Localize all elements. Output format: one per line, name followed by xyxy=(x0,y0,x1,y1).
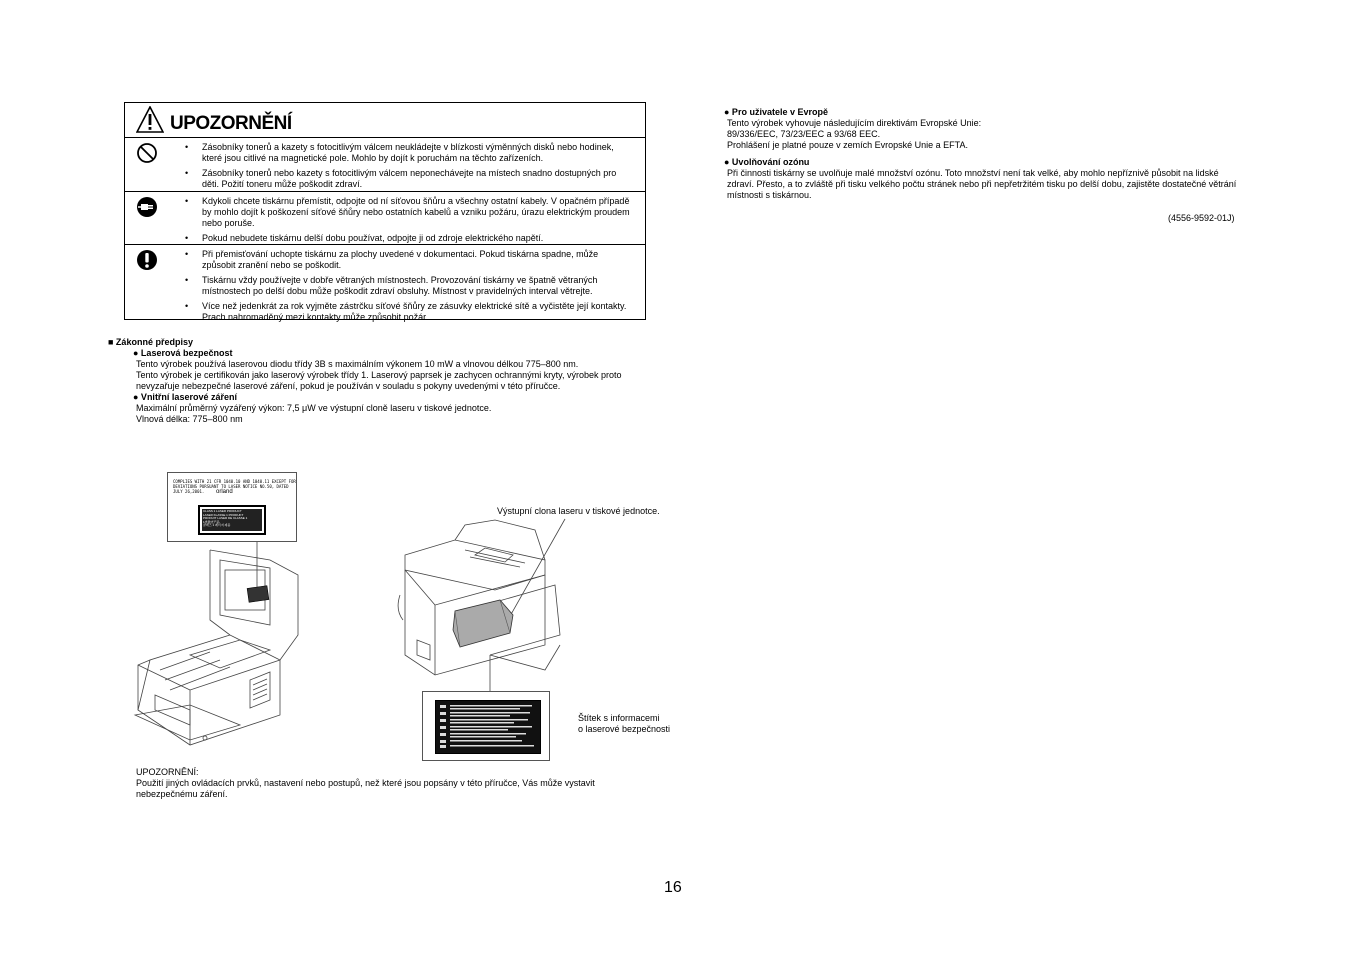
list-item: • Pokud nebudete tiskárnu delší dobu používat, odpojte ji od zdroje elektrického napětí. xyxy=(185,233,632,244)
list-item: • Při přemisťování uchopte tiskárnu za plochy uvedené v dokumentaci. Pokud tiskárna spadne, může způsobit zranění nebo se poškodit. xyxy=(185,249,632,271)
aperture-caption: Výstupní clona laseru v tiskové jednotce. xyxy=(497,506,660,516)
class-1-label: CLASS 1 LASER PRODUCT LASER KLASSE 1 PRODUKT PRODUIT LASER DE CLASSE 1 1类激光产品 클래스 1 레이저 제품 xyxy=(198,505,266,535)
unplug-icon xyxy=(136,196,158,218)
warning-text: Použití jiných ovládacích prvků, nastavení nebo postupů, než které jsou popsány v této příručce, Vás může vystavit nebezpečnému záření. xyxy=(136,778,595,799)
ozone-heading: ● Uvolňování ozónu xyxy=(724,157,810,167)
list-item: • Tiskárnu vždy používejte v dobře větraných místnostech. Provozování tiskárny ve špatně větraných místnostech po delší dobu může poškodit zdraví obsluhy. Místnost v pravidelných interval větrejte. xyxy=(185,275,632,297)
safety-label-caption-2: o laserové bezpečnosti xyxy=(578,724,671,734)
safety-label-caption-1: Štítek s informacemi xyxy=(578,713,660,723)
laser-safety-label-callout xyxy=(422,691,550,761)
printer-open-illustration xyxy=(130,540,302,750)
europe-line-3: Prohlášení je platné pouze v zemích Evropské Unie a EFTA. xyxy=(727,140,968,150)
list-item: • Zásobníky tonerů a kazety s fotocitlivým válcem neukládejte v blízkosti výměnných disků nebo hodinek, které jsou citlivé na magnetické pole. Mohlo by dojít k poruchám na těchto zařízeních. xyxy=(185,142,632,164)
label-compliance-line-1: COMPLIES WITH 21 CFR 1040.10 AND 1040.11 EXCEPT FOR xyxy=(173,479,296,484)
caution-row-storage xyxy=(125,138,645,192)
legal-heading: ■ Zákonné předpisy xyxy=(108,337,193,347)
label-text-lines-icon xyxy=(436,701,540,753)
label-compliance-line-2: DEVIATIONS PURSUANT TO LASER NOTICE NO.50, DATED JULY 26,2001. xyxy=(173,484,289,494)
prohibition-icon xyxy=(136,142,158,164)
page-number: 16 xyxy=(664,879,682,896)
internal-laser-text-1: Maximální průměrný vyzářený výkon: 7,5 μW ve výstupní cloně laseru v tiskové jednotce. xyxy=(136,403,492,413)
caution-row-handling xyxy=(125,245,645,321)
europe-heading: ● Pro uživatele v Evropě xyxy=(724,107,828,117)
laser-label-callout xyxy=(167,472,297,542)
laser-safety-text-2: Tento výrobek je certifikován jako laserový výrobek třídy 1. Laserový paprsek je zachycen ochrannými kryty, výrobek proto nevyzařuje nebezpečné laserové záření, pokud je používán v souladu s pokyny uvedenými v této příručce. xyxy=(136,370,622,391)
internal-laser-heading: ● Vnitřní laserové záření xyxy=(133,392,237,402)
warning-title: UPOZORNĚNÍ: xyxy=(136,767,199,777)
caution-header xyxy=(125,103,645,138)
list-item: • Více než jedenkrát za rok vyjměte zástrčku síťové šňůry ze zásuvky elektrické sítě a vyčistěte její kontakty. Prach nahromaděný mezi kontakty může způsobit požár. xyxy=(185,301,632,323)
mfp-illustration xyxy=(395,515,570,695)
mandatory-exclamation-icon xyxy=(136,249,158,271)
europe-line-1: Tento výrobek vyhovuje následujícím direktivám Evropské Unie: xyxy=(727,118,982,128)
list-item: • Kdykoli chcete tiskárnu přemístit, odpojte od ní síťovou šňůru a všechny ostatní kabely. V opačném případě by mohlo dojít k poškození síťové šňůry nebo ostatních kabelů a vzniku požáru, úrazu elektrickým proudem nebo poruše. xyxy=(185,196,632,229)
laser-safety-heading: ● Laserová bezpečnost xyxy=(133,348,233,358)
list-item: • Zásobníky tonerů nebo kazety s fotocitlivým válcem neponechávejte na místech snadno dostupných pro děti. Požití toneru může poškodit zdraví. xyxy=(185,168,632,190)
caution-row-unplug xyxy=(125,192,645,245)
internal-laser-text-2: Vlnová délka: 775–800 nm xyxy=(136,414,243,424)
doc-code: (4556-9592-01J) xyxy=(1168,213,1235,223)
europe-line-2: 89/336/EEC, 73/23/EEC a 93/68 EEC. xyxy=(727,129,881,139)
caution-box xyxy=(124,102,646,320)
caution-title: UPOZORNĚNÍ xyxy=(170,113,292,134)
ozone-text: Při činnosti tiskárny se uvolňuje malé množství ozónu. Toto množství není tak velké, aby mohlo nepříznivě působit na lidské zdraví. Přesto, a to zvláště při tisku velkého počtu stránek nebo při nepřetržitém tisku po delší dobu, zajistěte dostatečné větrání místnosti s tiskárnou. xyxy=(727,168,1237,200)
label-brand: orland xyxy=(216,489,233,495)
warning-triangle-icon xyxy=(136,106,164,133)
laser-safety-text-1: Tento výrobek používá laserovou diodu třídy 3B s maximálním výkonem 10 mW a vlnovou délkou 775–800 nm. xyxy=(136,359,579,369)
laser-safety-label xyxy=(435,700,541,754)
